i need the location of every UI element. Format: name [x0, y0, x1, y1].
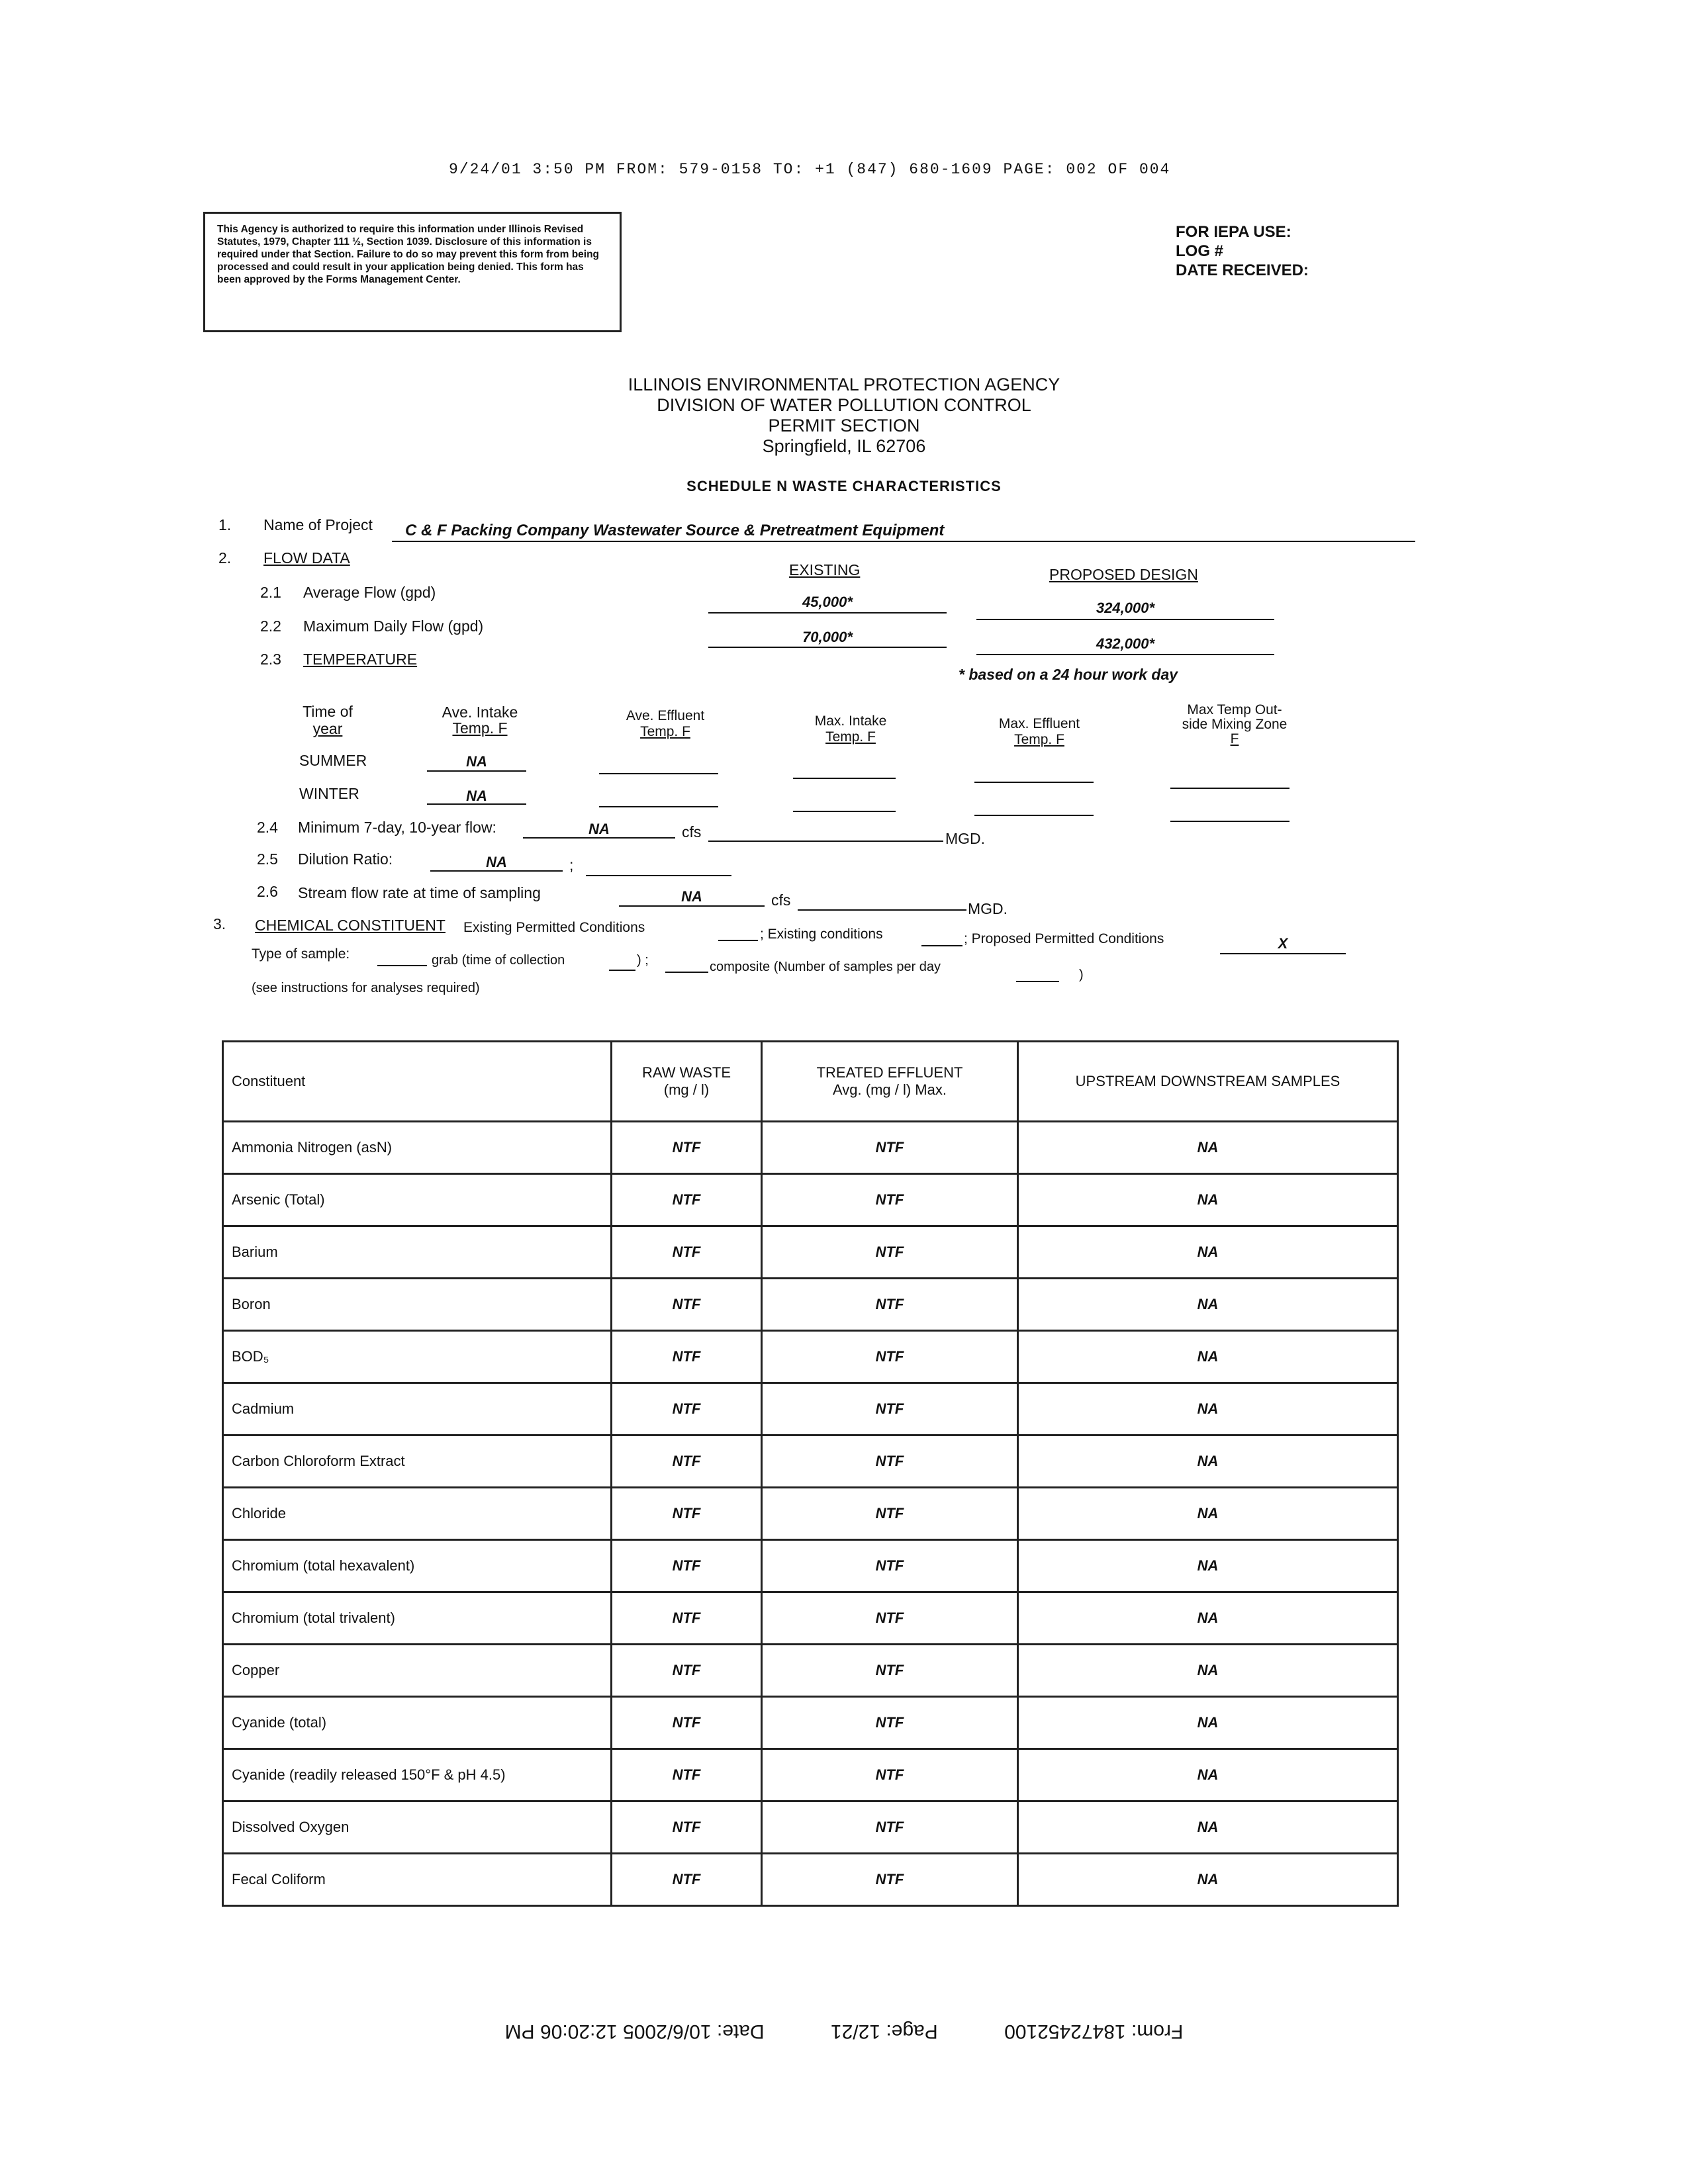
raw-waste-value[interactable]: NTF: [612, 1122, 762, 1174]
updown-samples-value[interactable]: NA: [1018, 1540, 1398, 1592]
raw-waste-value[interactable]: NTF: [612, 1801, 762, 1854]
grab-time-blank[interactable]: [609, 970, 635, 971]
constituent-name: Copper: [223, 1645, 612, 1697]
header-constituent: Constituent: [223, 1042, 612, 1122]
raw-waste-value[interactable]: NTF: [612, 1174, 762, 1226]
composite-blank[interactable]: [665, 972, 708, 973]
winter-eff-line: [599, 806, 718, 807]
raw-waste-value[interactable]: NTF: [612, 1854, 762, 1906]
updown-samples-value[interactable]: NA: [1018, 1226, 1398, 1279]
updown-samples-value[interactable]: NA: [1018, 1122, 1398, 1174]
treated-effluent-value[interactable]: NTF: [762, 1749, 1018, 1801]
header-treated-effluent: [762, 1042, 1018, 1122]
avg-flow-existing[interactable]: 45,000*: [802, 594, 853, 610]
temperature-num: 2.3: [260, 651, 281, 668]
treated-effluent-value[interactable]: NTF: [762, 1854, 1018, 1906]
work-day-note: * based on a 24 hour work day: [959, 666, 1178, 683]
constituent-name: BOD₅: [223, 1331, 612, 1383]
constituent-table: [222, 1040, 1399, 1907]
updown-samples-value[interactable]: NA: [1018, 1749, 1398, 1801]
footer-date: Date: 10/6/2005 12:20:06 PM: [504, 2021, 765, 2042]
treated-effluent-value[interactable]: NTF: [762, 1174, 1018, 1226]
existing-permitted-blank[interactable]: [718, 940, 758, 941]
summer-maxin-line: [793, 778, 896, 779]
table-row: [223, 1801, 1398, 1854]
constituent-name: Cyanide (readily released 150°F & pH 4.5): [223, 1749, 612, 1801]
section-name: PERMIT SECTION: [768, 416, 920, 435]
dilution-value[interactable]: NA: [486, 854, 507, 870]
iepa-use-block: [1176, 222, 1309, 280]
table-row: [223, 1122, 1398, 1174]
col-max-outside-line1: Max Temp Out-: [1187, 702, 1282, 717]
summer-outside-line: [1170, 788, 1289, 789]
updown-samples-value[interactable]: NA: [1018, 1488, 1398, 1540]
table-row: [223, 1331, 1398, 1383]
treated-effluent-value[interactable]: NTF: [762, 1697, 1018, 1749]
max-existing-line: [708, 647, 947, 648]
updown-samples-value[interactable]: NA: [1018, 1801, 1398, 1854]
table-row: [223, 1540, 1398, 1592]
footer-from: From: 18472452100: [1004, 2021, 1184, 2042]
table-row: [223, 1488, 1398, 1540]
composite-close: ): [1079, 968, 1084, 982]
chem-heading: CHEMICAL CONSTITUENT: [255, 917, 445, 934]
min-flow-label: Minimum 7-day, 10-year flow:: [298, 819, 496, 836]
proposed-permitted-line: [1220, 953, 1346, 954]
sample-type-label: Type of sample:: [252, 946, 350, 962]
col-time-of-year: [278, 703, 377, 737]
min-flow-cfs: cfs: [682, 823, 702, 841]
treated-effluent-value[interactable]: NTF: [762, 1122, 1018, 1174]
constituent-name: Cadmium: [223, 1383, 612, 1435]
dilution-second-line: [586, 875, 731, 876]
max-flow-num: 2.2: [260, 617, 281, 635]
raw-waste-value[interactable]: NTF: [612, 1645, 762, 1697]
raw-waste-value[interactable]: NTF: [612, 1435, 762, 1488]
project-label: Name of Project: [263, 516, 373, 533]
treated-effluent-value[interactable]: NTF: [762, 1645, 1018, 1697]
date-received-label: DATE RECEIVED:: [1176, 261, 1309, 279]
dilution-sep: ;: [569, 856, 574, 874]
fax-footer: [0, 2020, 1688, 2042]
raw-waste-value[interactable]: NTF: [612, 1383, 762, 1435]
col-max-intake-line1: Max. Intake: [814, 713, 887, 729]
stream-line: [619, 905, 765, 907]
constituent-name: Chromium (total hexavalent): [223, 1540, 612, 1592]
constituent-name: Barium: [223, 1226, 612, 1279]
grab-label: grab (time of collection: [432, 953, 565, 968]
updown-samples-value[interactable]: NA: [1018, 1383, 1398, 1435]
stream-mgd: MGD.: [968, 900, 1008, 917]
min-flow-line: [523, 837, 675, 839]
constituent-name: Chloride: [223, 1488, 612, 1540]
max-flow-label: Maximum Daily Flow (gpd): [303, 617, 484, 635]
winter-maxeff-line: [974, 815, 1094, 816]
summer-intake-value[interactable]: NA: [466, 753, 487, 770]
table-row: [223, 1749, 1398, 1801]
project-num: 1.: [218, 516, 232, 533]
winter-intake-value[interactable]: NA: [466, 788, 487, 804]
col-ave-intake: [417, 704, 543, 736]
stream-label: Stream flow rate at time of sampling: [298, 884, 541, 901]
constituent-name: Carbon Chloroform Extract: [223, 1435, 612, 1488]
avg-flow-proposed[interactable]: 324,000*: [1096, 600, 1155, 616]
samples-per-day-blank[interactable]: [1016, 981, 1059, 982]
authorization-notice: This Agency is authorized to require this information under Illinois Revised Statutes, 1979, Chapter 111 ½, Section 1039. Disclosure of this information is required under that Section. Failure to do so may prevent this form from being processed and could result in your application being denied. This form has been approved by the Forms Management Center.: [203, 212, 622, 332]
dilution-label: Dilution Ratio:: [298, 850, 393, 868]
treated-effluent-value[interactable]: NTF: [762, 1435, 1018, 1488]
flow-data-heading: FLOW DATA: [263, 549, 350, 567]
proposed-permitted-mark[interactable]: X: [1278, 935, 1288, 952]
avg-flow-num: 2.1: [260, 584, 281, 601]
temperature-heading: TEMPERATURE: [303, 651, 418, 668]
flow-num: 2.: [218, 549, 232, 567]
agency-name: ILLINOIS ENVIRONMENTAL PROTECTION AGENCY: [628, 375, 1060, 394]
col-time-line1: Time of: [303, 703, 353, 720]
avg-flow-label: Average Flow (gpd): [303, 584, 436, 601]
treated-effluent-value[interactable]: NTF: [762, 1488, 1018, 1540]
updown-samples-value[interactable]: NA: [1018, 1279, 1398, 1331]
stream-mgd-line: [798, 909, 966, 911]
project-name-field[interactable]: C & F Packing Company Wastewater Source & Pretreatment Equipment: [405, 522, 945, 539]
max-proposed-line: [976, 654, 1274, 655]
header-raw-waste: [612, 1042, 762, 1122]
stream-value[interactable]: NA: [681, 888, 702, 905]
existing-conditions-label: ; Existing conditions: [760, 927, 883, 942]
existing-header: EXISTING: [789, 561, 861, 578]
constituent-name: Dissolved Oxygen: [223, 1801, 612, 1854]
col-ave-effluent-line1: Ave. Effluent: [626, 708, 705, 723]
division-name: DIVISION OF WATER POLLUTION CONTROL: [657, 395, 1031, 415]
treated-effluent-value[interactable]: NTF: [762, 1279, 1018, 1331]
max-flow-proposed[interactable]: 432,000*: [1096, 635, 1155, 652]
treated-effluent-value[interactable]: NTF: [762, 1801, 1018, 1854]
constituent-name: Arsenic (Total): [223, 1174, 612, 1226]
table-row: [223, 1435, 1398, 1488]
project-underline: [392, 541, 1415, 542]
col-ave-effluent: [599, 708, 731, 740]
winter-maxin-line: [793, 811, 896, 812]
updown-samples-value[interactable]: NA: [1018, 1331, 1398, 1383]
header-treated-line2: Avg. (mg / l) Max.: [833, 1081, 947, 1098]
col-max-effluent-line1: Max. Effluent: [998, 716, 1080, 731]
header-treated-line1: TREATED EFFLUENT: [816, 1064, 963, 1081]
raw-waste-value[interactable]: NTF: [612, 1488, 762, 1540]
col-max-outside-line3: F: [1230, 731, 1239, 747]
winter-label: WINTER: [299, 785, 359, 802]
chem-num: 3.: [213, 915, 226, 933]
proposed-permitted-label: ; Proposed Permitted Conditions: [964, 931, 1164, 946]
stream-cfs: cfs: [771, 891, 791, 909]
existing-permitted-label: Existing Permitted Conditions: [463, 920, 645, 935]
treated-effluent-value[interactable]: NTF: [762, 1383, 1018, 1435]
fax-header: 9/24/01 3:50 PM FROM: 579-0158 TO: +1 (847) 680-1609 PAGE: 002 OF 004: [449, 161, 1171, 178]
summer-label: SUMMER: [299, 752, 367, 769]
updown-samples-value[interactable]: NA: [1018, 1592, 1398, 1645]
min-flow-mgd-line: [708, 841, 943, 842]
grab-close: ) ;: [637, 953, 649, 968]
col-ave-intake-line2: Temp. F: [452, 719, 508, 737]
composite-label: composite (Number of samples per day: [710, 960, 941, 974]
table-row: [223, 1592, 1398, 1645]
col-ave-intake-line1: Ave. Intake: [442, 704, 518, 721]
updown-samples-value[interactable]: NA: [1018, 1697, 1398, 1749]
header-raw-line1: RAW WASTE: [641, 1064, 731, 1081]
col-time-line2: year: [312, 720, 343, 737]
treated-effluent-value[interactable]: NTF: [762, 1331, 1018, 1383]
constituent-name: Cyanide (total): [223, 1697, 612, 1749]
col-max-outside: [1162, 703, 1307, 747]
treated-effluent-value[interactable]: NTF: [762, 1592, 1018, 1645]
dilution-line: [430, 870, 563, 872]
raw-waste-value[interactable]: NTF: [612, 1226, 762, 1279]
constituent-name: Chromium (total trivalent): [223, 1592, 612, 1645]
grab-blank[interactable]: [377, 965, 427, 966]
min-flow-value[interactable]: NA: [588, 821, 610, 837]
avg-proposed-line: [976, 619, 1274, 620]
updown-samples-value[interactable]: NA: [1018, 1435, 1398, 1488]
summer-maxeff-line: [974, 782, 1094, 783]
iepa-use-label: FOR IEPA USE:: [1176, 223, 1291, 241]
agency-address: Springfield, IL 62706: [762, 436, 926, 456]
treated-effluent-value[interactable]: NTF: [762, 1226, 1018, 1279]
constituent-name: Fecal Coliform: [223, 1854, 612, 1906]
schedule-title: SCHEDULE N WASTE CHARACTERISTICS: [686, 478, 1002, 494]
header-updown-samples: UPSTREAM DOWNSTREAM SAMPLES: [1018, 1042, 1398, 1122]
table-row: [223, 1645, 1398, 1697]
constituent-name: Ammonia Nitrogen (asN): [223, 1122, 612, 1174]
col-max-effluent: [973, 716, 1105, 748]
min-flow-mgd: MGD.: [945, 830, 986, 847]
raw-waste-value[interactable]: NTF: [612, 1592, 762, 1645]
raw-waste-value[interactable]: NTF: [612, 1331, 762, 1383]
header-raw-line2: (mg / l): [663, 1081, 710, 1098]
summer-intake-line: [427, 770, 526, 772]
updown-samples-value[interactable]: NA: [1018, 1174, 1398, 1226]
min-flow-num: 2.4: [257, 819, 278, 836]
col-max-intake: [788, 713, 914, 745]
avg-existing-line: [708, 612, 947, 614]
raw-waste-value[interactable]: NTF: [612, 1749, 762, 1801]
table-row: [223, 1226, 1398, 1279]
raw-waste-value[interactable]: NTF: [612, 1697, 762, 1749]
footer-page: Page: 12/21: [830, 2021, 938, 2042]
raw-waste-value[interactable]: NTF: [612, 1279, 762, 1331]
table-row: [223, 1383, 1398, 1435]
table-row: [223, 1279, 1398, 1331]
col-max-intake-line2: Temp. F: [825, 729, 876, 745]
dilution-num: 2.5: [257, 850, 278, 868]
summer-eff-line: [599, 773, 718, 774]
updown-samples-value[interactable]: NA: [1018, 1645, 1398, 1697]
table-row: [223, 1854, 1398, 1906]
winter-outside-line: [1170, 821, 1289, 822]
existing-conditions-blank[interactable]: [921, 945, 962, 946]
col-max-effluent-line2: Temp. F: [1014, 732, 1064, 747]
col-ave-effluent-line2: Temp. F: [640, 724, 690, 739]
treated-effluent-value[interactable]: NTF: [762, 1540, 1018, 1592]
log-number-label: LOG #: [1176, 242, 1224, 260]
max-flow-existing[interactable]: 70,000*: [802, 629, 853, 645]
table-header-row: [223, 1042, 1398, 1122]
instructions-note: (see instructions for analyses required): [252, 981, 480, 995]
constituent-name: Boron: [223, 1279, 612, 1331]
col-max-outside-line2: side Mixing Zone: [1182, 717, 1288, 732]
winter-intake-line: [427, 803, 526, 805]
stream-num: 2.6: [257, 883, 278, 900]
table-row: [223, 1174, 1398, 1226]
updown-samples-value[interactable]: NA: [1018, 1854, 1398, 1906]
raw-waste-value[interactable]: NTF: [612, 1540, 762, 1592]
table-row: [223, 1697, 1398, 1749]
proposed-header: PROPOSED DESIGN: [1049, 566, 1198, 583]
